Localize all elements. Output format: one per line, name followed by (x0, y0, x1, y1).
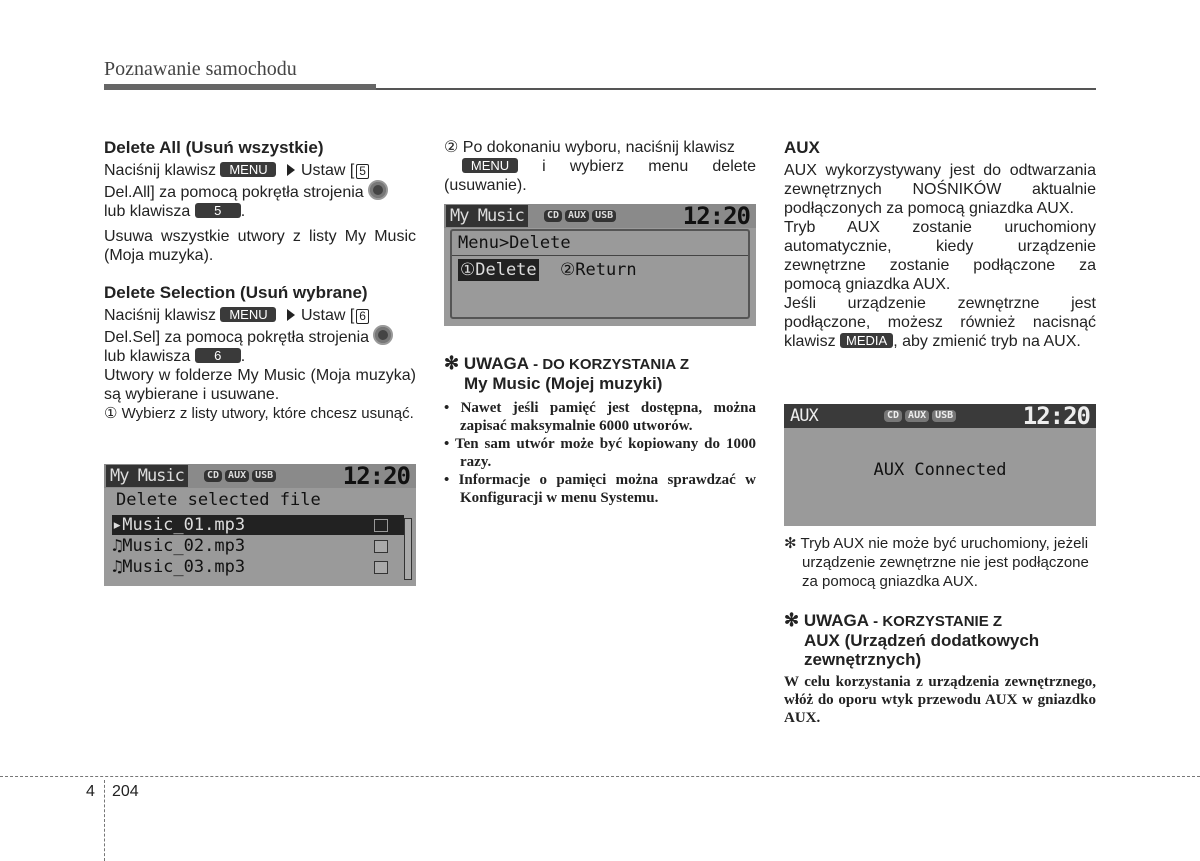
screen-aux-connected (784, 404, 1096, 526)
aux-notes (784, 534, 1096, 727)
tuning-knob-icon (373, 325, 393, 345)
screen-clock: 12:20 (342, 462, 410, 490)
note-title: UWAGA (463, 354, 529, 373)
footer-rule (0, 776, 1200, 777)
usb-tag: USB (592, 210, 616, 222)
source-tags (884, 410, 959, 422)
menu-breadcrumb: Menu>Delete (458, 233, 571, 253)
file-row (112, 557, 404, 577)
note-star-icon: ✻ (784, 610, 800, 630)
menu-option-return: ②Return (560, 260, 637, 280)
scrollbar-icon (404, 518, 412, 580)
note-heading (784, 611, 1096, 669)
note-subtitle: - KORZYSTANIE Z (869, 613, 1003, 630)
page-header-title: Poznawanie samochodu (104, 58, 297, 80)
footer-vertical-rule (104, 780, 105, 861)
screen-clock: 12:20 (1022, 402, 1090, 430)
checkbox-icon (374, 540, 388, 553)
arrow-right-icon (287, 164, 295, 176)
key-5: 5 (195, 203, 241, 218)
arrow-right-icon (287, 309, 295, 321)
period: . (240, 348, 246, 365)
list-item: • Nawet jeśli pamięć jest dostępna, można zapisać maksymalnie 6000 utworów. (444, 400, 756, 434)
instruction-text: Del.All] za pomocą pokrętła strojenia (104, 184, 364, 201)
delete-all-description: Usuwa wszystkie utwory z listy My Music (Moja muzyka). (104, 228, 416, 264)
section-aux-title: AUX (784, 138, 820, 157)
key-6: 6 (195, 348, 241, 363)
screen-menu-delete (444, 204, 756, 326)
column-1 (104, 138, 416, 423)
note-subtitle-line2: AUX (Urządzeń dodatkowych zewnętrznych) (804, 631, 1040, 669)
aux-tag: AUX (905, 410, 929, 422)
file-name: ▸Music_01.mp3 (112, 515, 246, 535)
menu-key: MENU (220, 307, 276, 322)
column-2 (444, 138, 756, 195)
delete-all-instructions (104, 161, 416, 221)
note-subtitle-line2: My Music (Mojej muzyki) (464, 374, 663, 393)
aux-tag: AUX (225, 470, 249, 482)
source-tags (204, 470, 279, 482)
instruction-text: Ustaw [ (300, 307, 355, 324)
list-item: • Informacje o pamięci można sprawdzać w Konfiguracji w menu Systemu. (444, 472, 756, 506)
usb-tag: USB (932, 410, 956, 422)
section-delete-selection-title: Delete Selection (Usuń wybrane) (104, 283, 368, 302)
instruction-text: Naciśnij klawisz (104, 162, 217, 179)
screen-clock: 12:20 (682, 202, 750, 230)
number-6-box: 6 (356, 309, 369, 324)
instruction-text: Del.Sel] za pomocą pokrętła strojenia (104, 329, 370, 346)
period: . (240, 203, 246, 220)
page-number: 204 (112, 783, 139, 800)
section-delete-all-title: Delete All (Usuń wszystkie) (104, 138, 324, 157)
header-rule-thin (376, 88, 1096, 90)
menu-key: MENU (220, 162, 276, 177)
aux-tag: AUX (565, 210, 589, 222)
chapter-number: 4 (86, 783, 95, 800)
menu-key: MENU (462, 158, 518, 173)
screen-delete-selected-file (104, 464, 416, 586)
screen-app-name: AUX (790, 406, 818, 426)
list-item: • Ten sam utwór może być kopiowany do 1000 razy. (444, 436, 756, 470)
note-subtitle: - DO KORZYSTANIA Z (529, 356, 689, 373)
instruction-text: , aby zmienić tryb na AUX. (893, 333, 1081, 350)
cd-tag: CD (544, 210, 562, 222)
instruction-text: Jeśli urządzenie zewnętrzne jest podłączone, możesz również nacisnąć klawisz (784, 295, 1096, 350)
menu-divider (452, 255, 748, 256)
menu-option-delete: ①Delete (460, 260, 537, 280)
number-5-box: 5 (356, 164, 369, 179)
instruction-text: lub klawisza (104, 203, 191, 220)
file-row (112, 515, 404, 535)
delete-selection-description: Utwory w folderze My Music (Moja muzyka) są wybierane i usuwane. (104, 367, 416, 403)
checkbox-icon (374, 519, 388, 532)
aux-connected-message: AUX Connected (873, 460, 1007, 480)
note-body: W celu korzystania z urządzenia zewnętrznego, włóż do oporu wtyk przewodu AUX w gniazdko AUX. (784, 674, 1096, 726)
menu-panel (450, 229, 750, 319)
screen-app-name: My Music (106, 465, 188, 487)
file-name: ♫Music_03.mp3 (112, 557, 246, 577)
note-star-icon: ✻ (444, 353, 460, 373)
note-heading (444, 354, 756, 393)
cd-tag: CD (884, 410, 902, 422)
instruction-text: ② Po dokonaniu wyboru, naciśnij klawisz (444, 139, 735, 156)
media-key: MEDIA (840, 333, 893, 348)
note-my-music (444, 354, 756, 507)
aux-paragraph-3 (784, 294, 1096, 351)
file-name: ♫Music_02.mp3 (112, 536, 246, 556)
file-row (112, 536, 404, 556)
source-tags (544, 210, 619, 222)
step-2-text (444, 138, 756, 195)
instruction-text: i wybierz menu delete (usuwanie). (444, 158, 756, 194)
delete-selection-step-1: ① Wybierz z listy utwory, które chcesz usunąć. (104, 405, 414, 422)
cd-tag: CD (204, 470, 222, 482)
note-title: UWAGA (803, 611, 869, 630)
checkbox-icon (374, 561, 388, 574)
aux-paragraph-2: Tryb AUX zostanie uruchomiony automatycznie, kiedy urządzenie zewnętrzne zostanie podłączone za pomocą gniazdka AUX. (784, 219, 1096, 293)
column-3 (784, 138, 1096, 351)
tuning-knob-icon (368, 180, 388, 200)
usb-tag: USB (252, 470, 276, 482)
aux-footnote: ✻ Tryb AUX nie może być uruchomiony, jeżeli urządzenie zewnętrzne nie jest podłączone za pomocą gniazdka AUX. (784, 535, 1089, 590)
note-list (444, 399, 756, 507)
header-rule-thick (104, 84, 376, 90)
screen-subtitle: Delete selected file (116, 490, 321, 510)
instruction-text: lub klawisza (104, 348, 191, 365)
delete-selection-instructions (104, 306, 416, 366)
instruction-text: Ustaw [ (300, 162, 355, 179)
screen-app-name: My Music (446, 205, 528, 227)
instruction-text: Naciśnij klawisz (104, 307, 217, 324)
aux-paragraph-1: AUX wykorzystywany jest do odtwarzania zewnętrznych NOŚNIKÓW aktualnie podłączonych za pomocą gniazdka AUX. (784, 162, 1096, 217)
